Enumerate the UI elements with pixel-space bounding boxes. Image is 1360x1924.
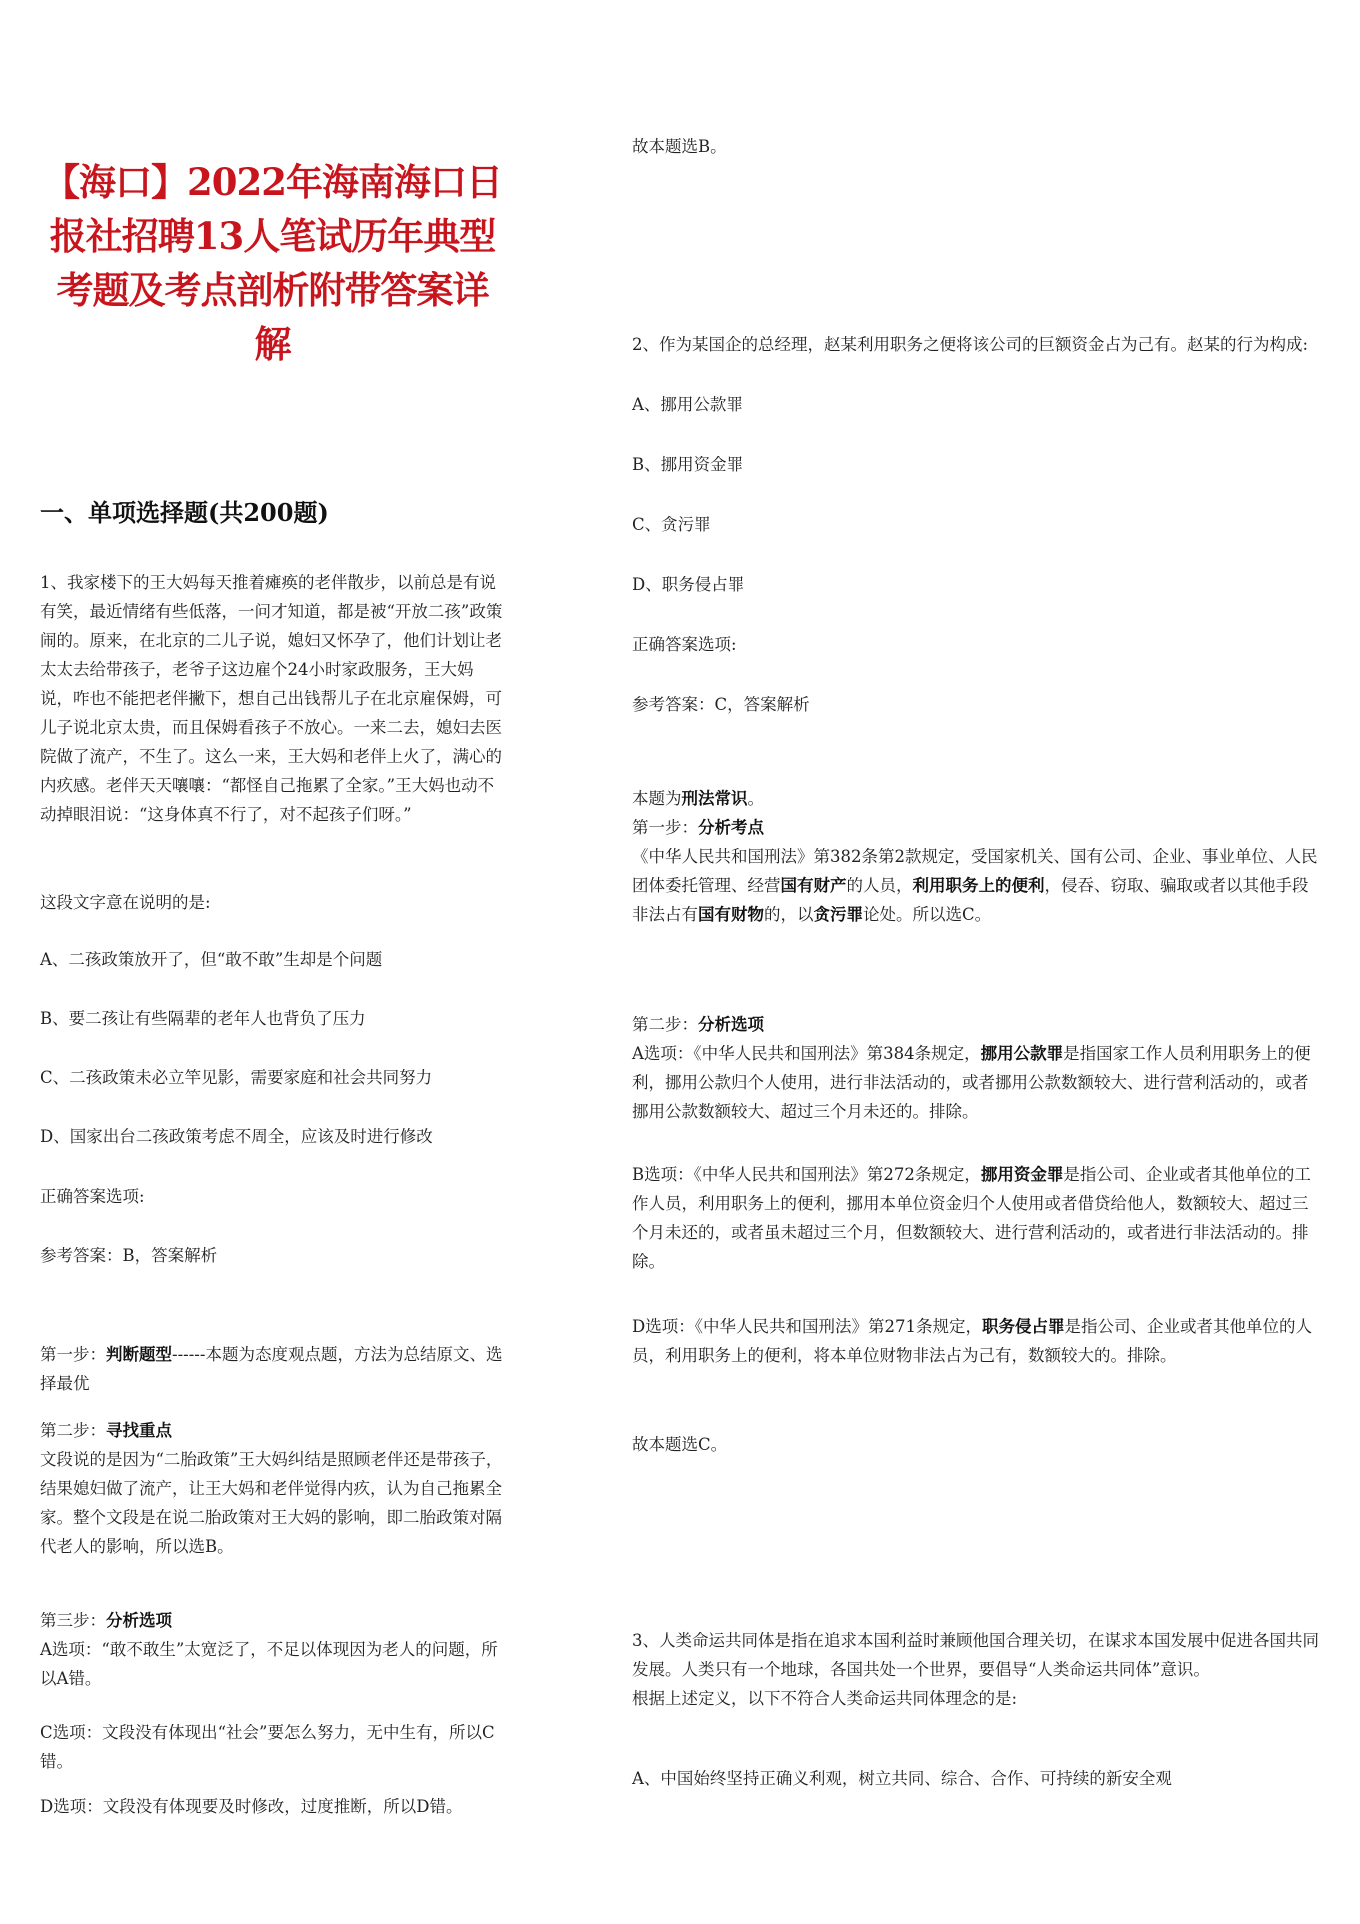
question-1-prompt: 这段文字意在说明的是: [40, 893, 211, 912]
q1-step-1-text: ------本题为态度观点题，方法为总结原文、选择最优 [40, 1345, 503, 1393]
q2-step-1-keyword: 分析考点 [698, 818, 764, 837]
q2-step-2-label: 第二步： [632, 1015, 698, 1034]
q2-step-1-label: 第一步： [632, 818, 698, 837]
q1-step-3-option-a: A选项：“敢不敢生”太宽泛了，不足以体现因为老人的问题，所以A错。 [40, 1640, 498, 1688]
question-2-option-c: C、贪污罪 [632, 515, 711, 534]
q1-step-3-option-d: D选项：文段没有体现要及时修改，过度推断，所以D错。 [40, 1797, 463, 1816]
question-2-reference: 参考答案：C，答案解析 [632, 695, 810, 714]
question-3-stem: 3、人类命运共同体是指在追求本国利益时兼顾他国合理关切，在谋求本国发展中促进各国共同发展。人类只有一个地球，各国共处一个世界，要倡导“人类命运共同体”意识。 [632, 1631, 1319, 1679]
q2-analysis-intro [632, 784, 1322, 929]
question-3-option-a: A、中国始终坚持正确义利观，树立共同、综合、合作、可持续的新安全观 [632, 1769, 1172, 1788]
question-1-option-d: D、国家出台二孩政策考虑不周全，应该及时进行修改 [40, 1127, 433, 1146]
q2-topic-keyword: 刑法常识 [681, 789, 748, 808]
section-heading: 一、单项选择题(共200题) [40, 498, 329, 527]
q2-analysis-option-d: D选项：《中华人民共和国刑法》第271条规定，职务侵占罪是指公司、企业或者其他单位的人员，利用职务上的便利，将本单位财物非法占为己有，数额较大的。排除。 [632, 1317, 1312, 1365]
q1-step-1-label: 第一步： [40, 1345, 106, 1364]
question-1-option-b: B、要二孩让有些隔辈的老年人也背负了压力 [40, 1009, 366, 1028]
q2-topic-pre: 本题为 [632, 789, 682, 808]
q1-step-3-label: 第三步： [40, 1611, 106, 1630]
question-1-correct-label: 正确答案选项: [40, 1187, 145, 1206]
document-title: 【海口】2022年海南海口日报社招聘13人笔试历年典型考题及考点剖析附带答案详解 [43, 160, 502, 366]
q2-topic-post: 。 [747, 789, 764, 808]
q1-step-3-option-c: C选项：文段没有体现出“社会”要怎么努力，无中生有，所以C错。 [40, 1723, 495, 1771]
q1-step-2-keyword: 寻找重点 [106, 1421, 172, 1440]
question-2-option-b: B、挪用资金罪 [632, 455, 744, 474]
q2-step-1-text: 《中华人民共和国刑法》第382条第2款规定，受国家机关、国有公司、企业、事业单位、人民团体委托管理、经营国有财产的人员，利用职务上的便利，侵吞、窃取、骗取或者以其他手段非法占有国有财物的，以贪污罪论处。所以选C。 [632, 847, 1318, 924]
question-2-correct-label: 正确答案选项: [632, 635, 737, 654]
question-1-option-c: C、二孩政策未必立竿见影，需要家庭和社会共同努力 [40, 1068, 433, 1087]
question-2-stem: 2、作为某国企的总经理，赵某利用职务之便将该公司的巨额资金占为己有。赵某的行为构成: [632, 335, 1309, 354]
q1-step-3 [40, 1606, 505, 1693]
question-1-option-a: A、二孩政策放开了，但“敢不敢”生却是个问题 [40, 950, 383, 969]
question-3-prompt: 根据上述定义，以下不符合人类命运共同体理念的是: [632, 1689, 1018, 1708]
q2-step-2-keyword: 分析选项 [698, 1015, 764, 1034]
q1-step-3-keyword: 分析选项 [106, 1611, 172, 1630]
question-2-option-d: D、职务侵占罪 [632, 575, 745, 594]
q2-step-2 [632, 1010, 1322, 1126]
question-1-conclusion: 故本题选B。 [632, 137, 727, 156]
q1-step-2-text: 文段说的是因为“二胎政策”王大妈纠结是照顾老伴还是带孩子，结果媳妇做了流产，让王大妈和老伴觉得内疚，认为自己拖累全家。整个文段是在说二胎政策对王大妈的影响，即二胎政策对隔代老人的影响，所以选B。 [40, 1450, 503, 1556]
q1-step-2-label: 第二步： [40, 1421, 106, 1440]
q1-step-2 [40, 1416, 505, 1561]
q1-step-1 [40, 1340, 505, 1398]
question-1-stem: 1、我家楼下的王大妈每天推着瘫痪的老伴散步，以前总是有说有笑，最近情绪有些低落，一问才知道，都是被“开放二孩”政策闹的。原来，在北京的二儿子说，媳妇又怀孕了，他们计划让老太太去给带孩子，老爷子这边雇个24小时家政服务，王大妈说，咋也不能把老伴撇下，想自己出钱帮儿子在北京雇保姆，可儿子说北京太贵，而且保姆看孩子不放心。一来二去，媳妇去医院做了流产，不生了。这么一来，王大妈和老伴上火了，满心的内疚感。老伴天天嚷嚷：“都怪自己拖累了全家。”王大妈也动不动掉眼泪说：“这身体真不行了，对不起孩子们呀。” [40, 573, 503, 824]
q2-analysis-option-b: B选项：《中华人民共和国刑法》第272条规定，挪用资金罪是指公司、企业或者其他单位的工作人员，利用职务上的便利，挪用本单位资金归个人使用或者借贷给他人，数额较大、超过三个月未还的，或者虽未超过三个月，但数额较大、进行营利活动的，或者进行非法活动的。排除。 [632, 1165, 1311, 1271]
question-1-reference: 参考答案：B，答案解析 [40, 1246, 218, 1265]
question-2-conclusion: 故本题选C。 [632, 1435, 728, 1454]
question-2-option-a: A、挪用公款罪 [632, 395, 743, 414]
q2-analysis-option-a: A选项：《中华人民共和国刑法》第384条规定，挪用公款罪是指国家工作人员利用职务上的便利，挪用公款归个人使用，进行非法活动的，或者挪用公款数额较大、进行营利活动的，或者挪用公款数额较大、超过三个月未还的。排除。 [632, 1044, 1311, 1121]
q1-step-1-keyword: 判断题型 [106, 1345, 172, 1364]
